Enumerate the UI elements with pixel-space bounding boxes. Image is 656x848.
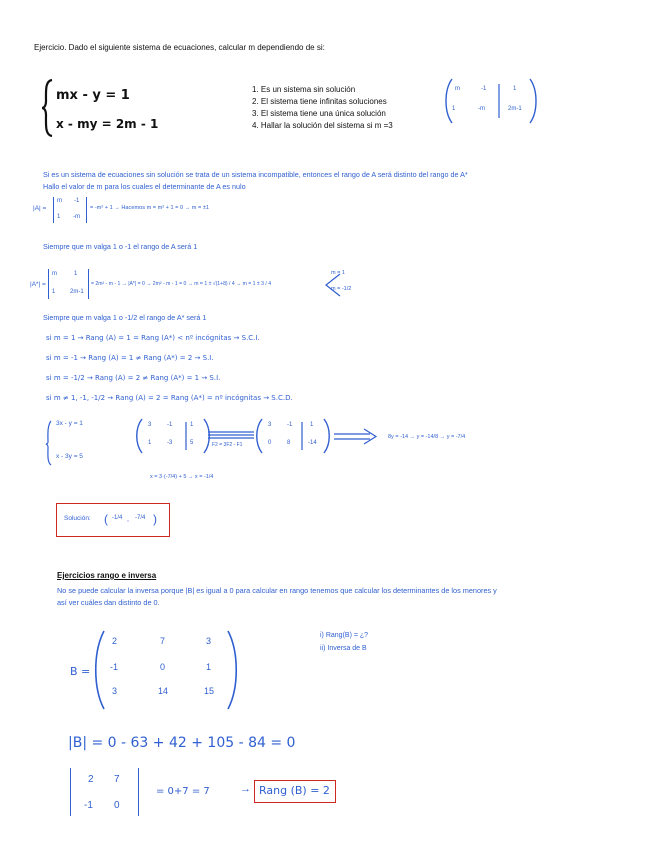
aug-r1c3: 1 <box>513 86 517 92</box>
exercise-intro: Ejercicio. Dado el siguiente sistema de ecuaciones, calcular m dependiendo de si: <box>34 43 325 52</box>
question-2: 2. El sistema tiene infinitas soluciones <box>252 97 387 106</box>
sys3-eq2: x - 3y = 5 <box>56 453 83 460</box>
B-r3c1: 3 <box>112 686 118 696</box>
B-r1c3: 3 <box>206 636 212 646</box>
case-4: si m ≠ 1, -1, -1/2 → Rang (A) = 2 = Rang (A*) = nº incógnitas → S.C.D. <box>46 394 293 402</box>
question-3: 3. El sistema tiene una única solución <box>252 109 386 118</box>
case-3: si m = -1/2 → Rang (A) = 2 ≠ Rang (A*) = 1 → S.I. <box>46 374 221 382</box>
m1-r1c2: -1 <box>167 422 173 428</box>
aug-r2c1: 1 <box>452 106 456 112</box>
detA-r1c2: -1 <box>74 198 80 204</box>
m2-r2c3: -14 <box>308 440 317 446</box>
question-4: 4. Hallar la solución del sistema si m =3 <box>252 121 393 130</box>
rank-result: Rang (B) = 2 <box>259 784 330 797</box>
m2-r1c2: -1 <box>287 422 293 428</box>
question-1: 1. Es un sistema sin solución <box>252 85 356 94</box>
B-r3c2: 14 <box>158 686 169 696</box>
solution-comma: , <box>127 516 129 523</box>
solution-close-paren: ) <box>153 512 157 526</box>
m1-r1c3: 1 <box>190 422 194 428</box>
detA-r2c2: -m <box>73 214 80 220</box>
matrix-2 <box>254 418 336 454</box>
solution-open-paren: ( <box>104 512 108 526</box>
y-solution: 8y = -14 → y = -14/8 → y = -7/4 <box>388 434 466 440</box>
exercise2-heading: Ejercicios rango e inversa <box>57 571 157 580</box>
root-1: m = 1 <box>331 270 345 276</box>
m2-r1c1: 3 <box>268 422 272 428</box>
x-solution: x = 3·(-7/4) + 5 → x = -1/4 <box>150 474 214 480</box>
m1-r2c1: 1 <box>148 440 152 446</box>
solution-y: -7/4 <box>135 515 146 521</box>
question-inverse-B: ii) Inversa de B <box>320 645 367 652</box>
result-arrow: → <box>240 783 251 795</box>
detAstar-r2c2: 2m-1 <box>70 289 84 295</box>
explain-incompatible: Si es un sistema de ecuaciones sin solución se trata de un sistema incompatible, entonces el rango de A será distinto del rango de A* <box>43 170 468 179</box>
m2-r2c1: 0 <box>268 440 272 446</box>
case-2: si m = -1 → Rang (A) = 1 ≠ Rang (A*) = 2 → S.I. <box>46 354 214 362</box>
root-2: m = -1/2 <box>331 286 352 292</box>
m2-r2c2: 8 <box>287 440 291 446</box>
note-rank-Astar: Siempre que m valga 1 o -1/2 el rango de A* será 1 <box>43 313 207 322</box>
exercise2-explain: No se puede calcular la inversa porque |B| es igual a 0 para calcular en rango tenemos que calcular los determinantes de los menores y así ver cuáles dan distinto de 0. <box>57 586 497 607</box>
B-r2c2: 0 <box>160 662 166 672</box>
m1-r2c3: 5 <box>190 440 194 446</box>
m1-r2c2: -3 <box>167 440 173 446</box>
B-r2c1: -1 <box>110 662 119 672</box>
minor-r2c2: 0 <box>114 800 120 811</box>
sys3-brace <box>45 420 53 466</box>
aug-r2c3: 2m-1 <box>508 106 522 112</box>
B-r2c3: 1 <box>206 662 212 672</box>
sys3-eq1: 3x - y = 1 <box>56 420 83 427</box>
equation-2: x - my = 2m - 1 <box>56 117 159 131</box>
B-label: B = <box>70 665 91 678</box>
case-1: si m = 1 → Rang (A) = 1 = Rang (A*) < nº incógnitas → S.C.I. <box>46 334 260 342</box>
detAstar-r2c1: 1 <box>52 289 56 295</box>
implies-arrow <box>334 428 378 446</box>
detAstar-r1c1: m <box>52 271 57 277</box>
m1-r1c1: 3 <box>148 422 152 428</box>
row-operation: F2 = 3F2 - F1 <box>212 442 243 448</box>
B-r3c3: 15 <box>204 686 215 696</box>
detA-label: |A| = <box>33 205 47 212</box>
minor-r2c1: -1 <box>84 800 93 811</box>
aug-r1c2: -1 <box>481 86 487 92</box>
detAstar-label: |A*| = <box>30 281 46 288</box>
minor-r1c2: 7 <box>114 774 120 785</box>
detA-r1c1: m <box>57 198 62 204</box>
note-rank-A: Siempre que m valga 1 o -1 el rango de A será 1 <box>43 242 198 251</box>
equals-lines <box>208 430 254 440</box>
equation-1: mx - y = 1 <box>56 88 130 103</box>
solution-label: Solución: <box>64 515 91 522</box>
solution-x: -1/4 <box>112 515 123 521</box>
m2-r1c3: 1 <box>310 422 314 428</box>
B-r1c1: 2 <box>112 636 118 646</box>
detA-result: = -m² + 1 → Hacemos m = m² + 1 = 0 → m = ±1 <box>90 205 210 211</box>
explain-determinant: Hallo el valor de m para los cuales el determinante de A es nulo <box>43 182 246 191</box>
B-r1c2: 7 <box>160 636 166 646</box>
aug-r2c2: -m <box>478 106 485 112</box>
aug-r1c1: m <box>455 86 460 92</box>
detB-calculation: |B| = 0 - 63 + 42 + 105 - 84 = 0 <box>68 735 296 751</box>
minor-r1c1: 2 <box>88 774 94 785</box>
minor-result: = 0+7 = 7 <box>156 786 210 797</box>
detAstar-result: = 2m² - m - 1 → |A*| = 0 → 2m² - m - 1 = 0 → m = 1 ± √(1+8) / 4 → m = 1 ± 3 / 4 <box>91 281 272 287</box>
detA-r2c1: 1 <box>57 214 61 220</box>
question-rank-B: i) Rang(B) = ¿? <box>320 632 369 639</box>
question-list <box>252 84 393 132</box>
matrix-1 <box>134 418 216 454</box>
detAstar-r1c2: 1 <box>74 271 78 277</box>
